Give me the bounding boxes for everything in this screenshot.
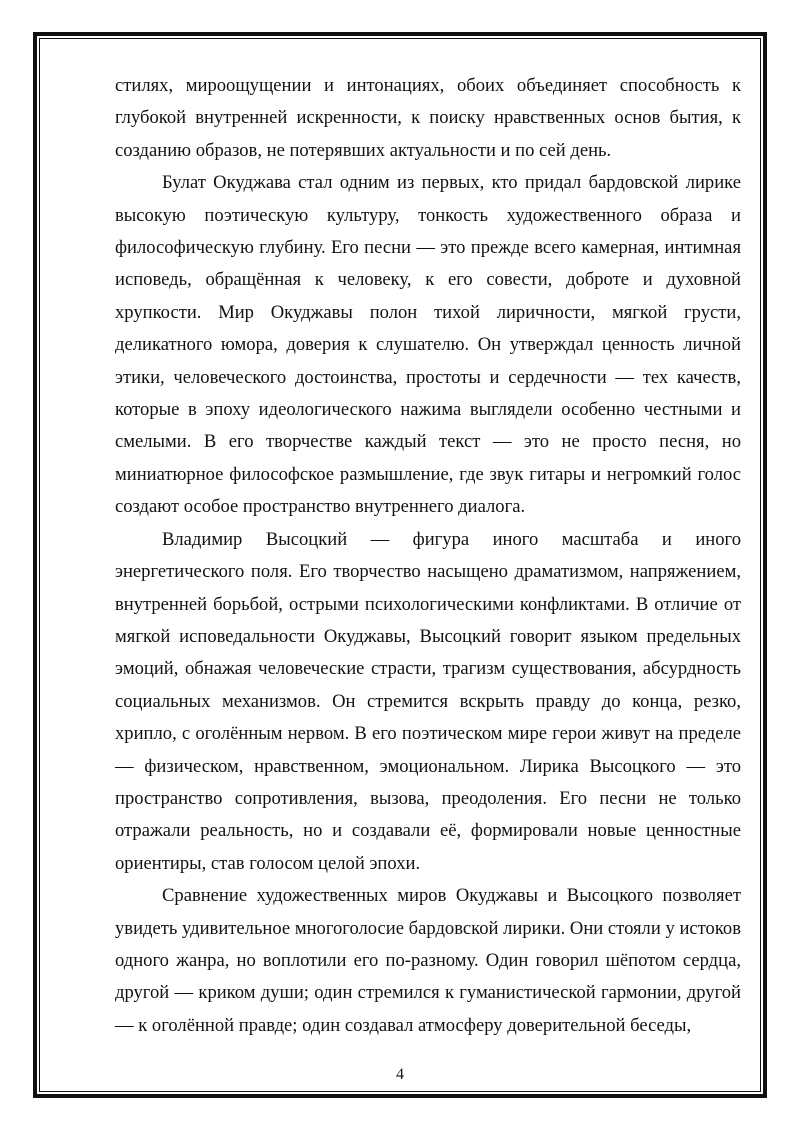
document-body: [115, 70, 741, 1042]
paragraph-comparison: Сравнение художественных миров Окуджавы и Высоцкого позволяет увидеть удивительное многоголосие бардовской лирики. Они стояли у истоков одного жанра, но воплотили его по-разному. Один говорил шёпотом сердца, другой — криком души; один стремился к гуманистической гармонии, другой — к оголённой правде; один создавал атмосферу доверительной беседы,: [115, 885, 741, 1036]
paragraph-vysotsky: Владимир Высоцкий — фигура иного масштаба и иного энергетического поля. Его творчество насыщено драматизмом, напряжением, внутренней борьбой, острыми психологическими конфликтами. В отличие от мягкой исповедальности Окуджавы, Высоцкий говорит языком предельных эмоций, обнажая человеческие страсти, трагизм существования, абсурдность социальных механизмов. Он стремится вскрыть правду до конца, резко, хрипло, с оголённым нервом. В его поэтическом мире герои живут на пределе — физическом, нравственном, эмоциональном. Лирика Высоцкого — это пространство сопротивления, вызова, преодоления. Его песни не только отражали реальность, но и создавали её, формировали новые ценностные ориентиры, став голосом целой эпохи.: [115, 528, 741, 874]
paragraph-continuation: стилях, мироощущении и интонациях, обоих объединяет способность к глубокой внутренней искренности, к поиску нравственных основ бытия, к созданию образов, не потерявших актуальности и по сей день.: [115, 75, 741, 161]
page-number: 4: [396, 1066, 404, 1083]
paragraph-okudzhava: Булат Окуджава стал одним из первых, кто придал бардовской лирике высокую поэтическую культуру, тонкость художественного образа и философическую глубину. Его песни — это прежде всего камерная, интимная исповедь, обращённая к человеку, к его совести, доброте и духовной хрупкости. Мир Окуджавы полон тихой лиричности, мягкой грусти, деликатного юмора, доверия к слушателю. Он утверждал ценность личной этики, человеческого достоинства, простоты и сердечности — тех качеств, которые в эпоху идеологического нажима выглядели особенно честными и смелыми. В его творчестве каждый текст — это не просто песня, но миниатюрное философское размышление, где звук гитары и негромкий голос создают особое пространство внутреннего диалога.: [115, 172, 741, 518]
